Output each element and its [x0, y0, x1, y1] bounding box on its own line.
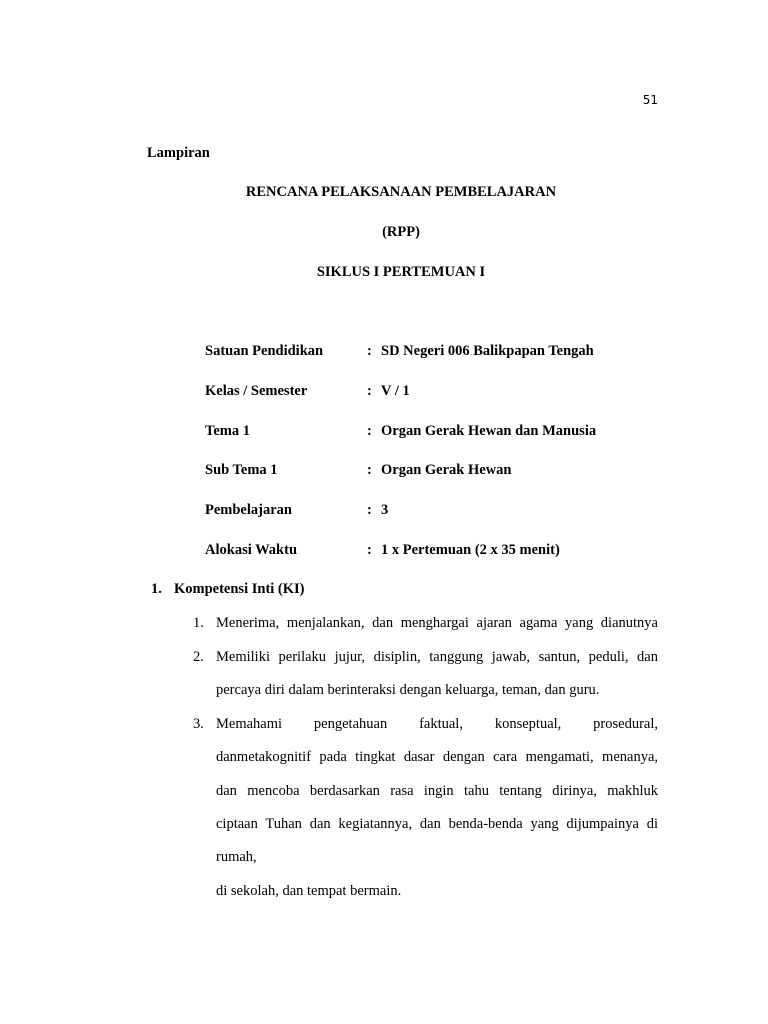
identity-label: Sub Tema 1 — [205, 462, 278, 478]
identity-colon: : — [367, 462, 372, 478]
document-title: RENCANA PELAKSANAAN PEMBELAJARAN — [245, 184, 557, 200]
identity-label: Alokasi Waktu — [205, 542, 298, 558]
list-item-line: Memahami pengetahuan faktual, konseptual, prosedural, — [216, 716, 658, 732]
document-subtitle: (RPP) — [382, 224, 420, 240]
list-item-number: 1. — [193, 615, 204, 631]
list-item-line: Menerima, menjalankan, dan menghargai ajaran agama yang dianutnya — [216, 615, 658, 631]
section-number: 1. — [151, 581, 162, 597]
list-item-line: percaya diri dalam berinteraksi dengan keluarga, teman, dan guru. — [216, 682, 600, 698]
list-item-line: ciptaan Tuhan dan kegiatannya, dan benda-benda yang dijumpainya di — [216, 816, 658, 832]
list-item-line: dan mencoba berdasarkan rasa ingin tahu tentang dirinya, makhluk — [216, 783, 658, 799]
identity-label: Kelas / Semester — [205, 383, 308, 399]
identity-value: Organ Gerak Hewan — [381, 462, 512, 478]
list-item-line: Memiliki perilaku jujur, disiplin, tanggung jawab, santun, peduli, dan — [216, 649, 658, 665]
list-item-line: danmetakognitif pada tingkat dasar dengan cara mengamati, menanya, — [216, 749, 658, 765]
identity-colon: : — [367, 383, 372, 399]
identity-label: Satuan Pendidikan — [205, 343, 324, 359]
identity-value: 3 — [381, 502, 389, 518]
identity-value: 1 x Pertemuan (2 x 35 menit) — [381, 542, 560, 558]
identity-colon: : — [367, 542, 372, 558]
list-item-line: rumah, — [216, 849, 257, 865]
list-item-number: 2. — [193, 649, 204, 665]
identity-label: Tema 1 — [205, 423, 250, 439]
list-item-line: di sekolah, dan tempat bermain. — [216, 883, 402, 899]
identity-value: Organ Gerak Hewan dan Manusia — [381, 423, 597, 439]
identity-colon: : — [367, 502, 372, 518]
page-number: 51 — [642, 93, 658, 107]
section-title: Kompetensi Inti (KI) — [174, 581, 305, 597]
list-item-number: 3. — [193, 716, 204, 732]
identity-value: V / 1 — [381, 383, 410, 399]
identity-colon: : — [367, 343, 372, 359]
identity-label: Pembelajaran — [205, 502, 292, 518]
identity-value: SD Negeri 006 Balikpapan Tengah — [381, 343, 594, 359]
cycle-title: SIKLUS I PERTEMUAN I — [316, 264, 486, 280]
identity-colon: : — [367, 423, 372, 439]
appendix-label: Lampiran — [147, 145, 210, 161]
